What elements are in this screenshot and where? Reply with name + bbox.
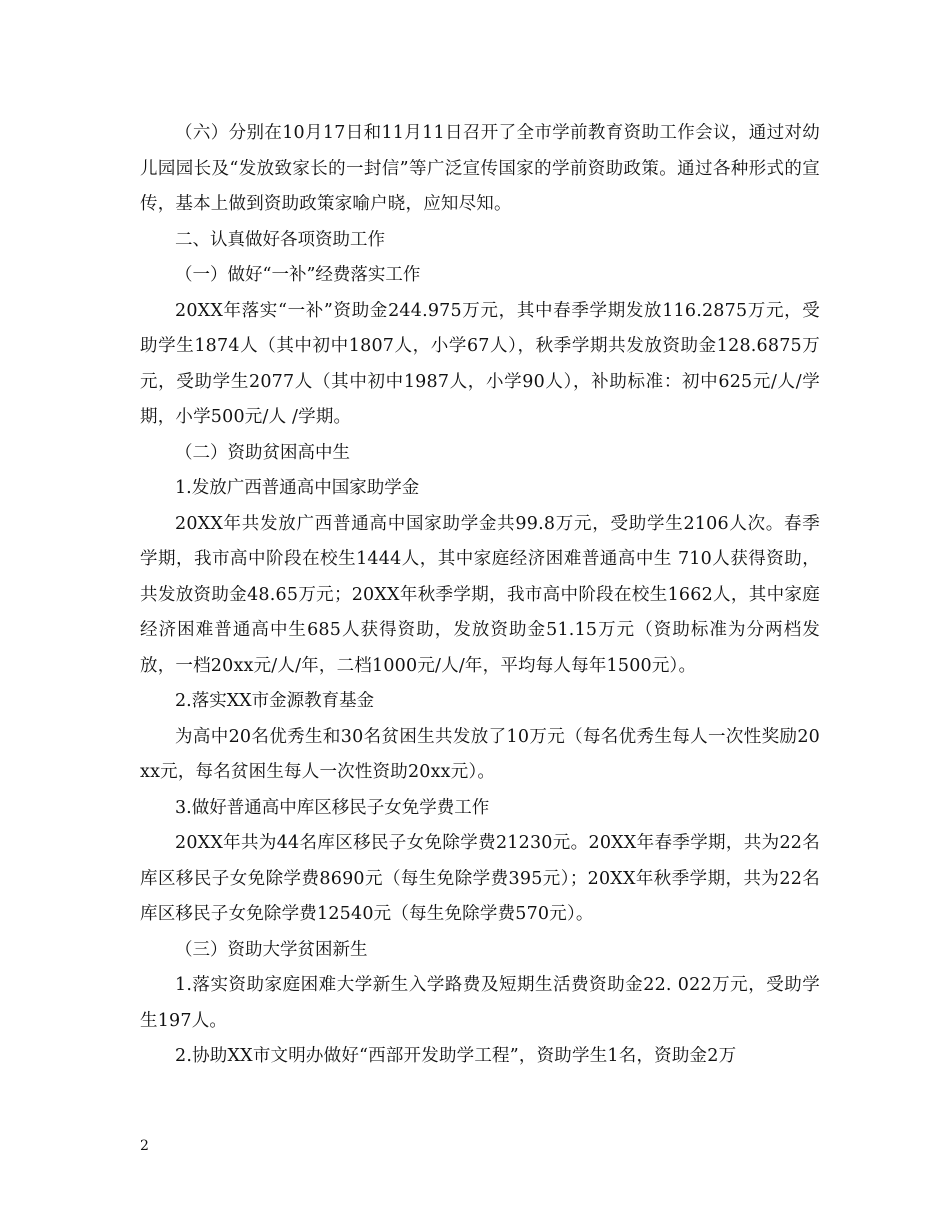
paragraph-west-development: 2.协助XX市文明办做好“西部开发助学工程”，资助学生1名，资助金2万 xyxy=(175,1046,737,1066)
item-heading-2-1: 1.发放广西普通高中国家助学金 xyxy=(175,478,420,498)
paragraph-university-travel-aid: 1.落实资助家庭困难大学新生入学路费及短期生活费资助金22. 022万元，受助学生197人。 xyxy=(140,975,820,1031)
item-heading-2-3: 3.做好普通高中库区移民子女免学费工作 xyxy=(175,797,490,818)
paragraph-tuition-waiver: 20XX年共为44名库区移民子女免除学费21230元。20XX年春季学期，共为22名库区移民子女免除学费8690元（每生免除学费395元）；20XX年秋季学期，共为22名库区移民子女免除学费12540元（每生免除学费570元）。 xyxy=(140,833,820,924)
paragraph-yibu: 20XX年落实“一补”资助金244.975万元，其中春季学期发放116.2875万元，受助学生1874人（其中初中1807人，小学67人），秋季学期共发放资助金128.6875万元，受助学生2077人（其中初中1987人，小学90人），补助标准：初中625元/人/学期，小学500元/人 /学期。 xyxy=(140,300,820,427)
subheading-2: （二）资助贫困高中生 xyxy=(175,442,350,463)
page-number: 2 xyxy=(140,1138,149,1154)
section-heading-2: 二、认真做好各项资助工作 xyxy=(175,229,385,250)
paragraph-jinyuan-fund: 为高中20名优秀生和30名贫困生共发放了10万元（每名优秀生每人一次性奖励20xx元，每名贫困生每人一次性资助20xx元）。 xyxy=(140,726,820,782)
item-heading-2-2: 2.落实XX市金源教育基金 xyxy=(175,691,375,711)
subheading-3: （三）资助大学贫困新生 xyxy=(175,939,368,960)
subheading-1: （一）做好“一补”经费落实工作 xyxy=(175,265,421,285)
document-body xyxy=(140,116,820,1075)
paragraph-high-school-grant: 20XX年共发放广西普通高中国家助学金共99.8万元，受助学生2106人次。春季学期，我市高中阶段在校生1444人，其中家庭经济困难普通高中生 710人获得资助，共发放资助金48.65万元；20XX年秋季学期，我市高中阶段在校生1662人，其中家庭经济困难普通高中生685人获得资助，发放资助金51.15万元（资助标准为分两档发放，一档20xx元/人/年，二档1000元/人/年，平均每人每年1500元）。 xyxy=(140,513,820,676)
paragraph-publicity: （六）分别在10月17日和11月11日召开了全市学前教育资助工作会议，通过对幼儿园园长及“发放致家长的一封信”等广泛宣传国家的学前资助政策。通过各种形式的宣传，基本上做到资助政策家喻户晓，应知尽知。 xyxy=(140,123,820,214)
